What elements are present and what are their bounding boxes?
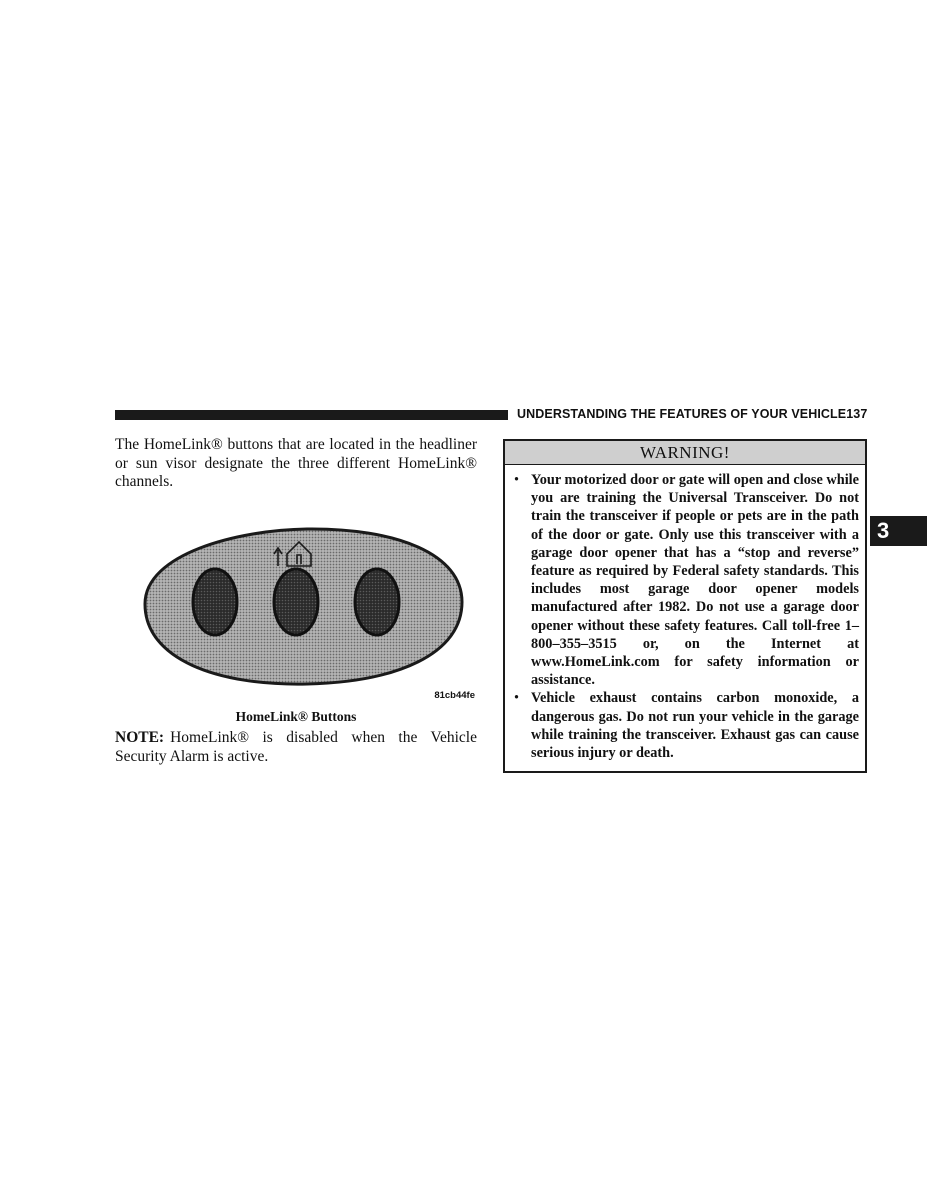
page-number: 137 (846, 407, 868, 421)
running-head (517, 407, 866, 421)
note-label: NOTE: (115, 729, 165, 746)
intro-paragraph: The HomeLink® buttons that are located in the headliner or sun visor designate the three different HomeLink® channels. (115, 436, 477, 490)
section-title: UNDERSTANDING THE FEATURES OF YOUR VEHICLE (517, 407, 847, 421)
homelink-button-1[interactable] (193, 569, 237, 635)
warning-item-text: Vehicle exhaust contains carbon monoxide, a dangerous gas. Do not run your vehicle in the garage while training the transceiver. Exhaust gas can cause serious injury or death. (531, 690, 859, 762)
homelink-button-3[interactable] (355, 569, 399, 635)
warning-list (505, 465, 865, 762)
warning-title: WARNING! (505, 441, 865, 465)
warning-item (511, 471, 859, 689)
warning-item (511, 689, 859, 762)
chapter-tab: 3 (870, 516, 927, 546)
bullet-icon: • (514, 690, 520, 707)
note-paragraph (115, 729, 477, 766)
homelink-keypad-illustration (137, 524, 477, 709)
header-rule (115, 410, 508, 420)
homelink-figure (137, 524, 477, 709)
bullet-icon: • (514, 472, 520, 488)
figure-caption: HomeLink® Buttons (235, 709, 357, 724)
note-text: HomeLink® is disabled when the Vehicle Security Alarm is active. (115, 729, 477, 765)
figure-code: 81cb44fe (434, 690, 475, 701)
warning-item-text: Your motorized door or gate will open and close while you are training the Universal Transceiver. Do not train the transceiver if people or pets are in the path of the door or gate. Only use this transceiver with a garage door opener that has a “stop and reverse” feature as required by Federal safety standards. This includes most garage door opener models manufactured after 1982. Do not use a garage door opener without these safety features. Call toll-free 1–800–355–3515 or, on the Internet at www.HomeLink.com for safety information or assistance. (531, 472, 859, 689)
warning-box (503, 439, 867, 773)
homelink-button-2[interactable] (274, 569, 318, 635)
